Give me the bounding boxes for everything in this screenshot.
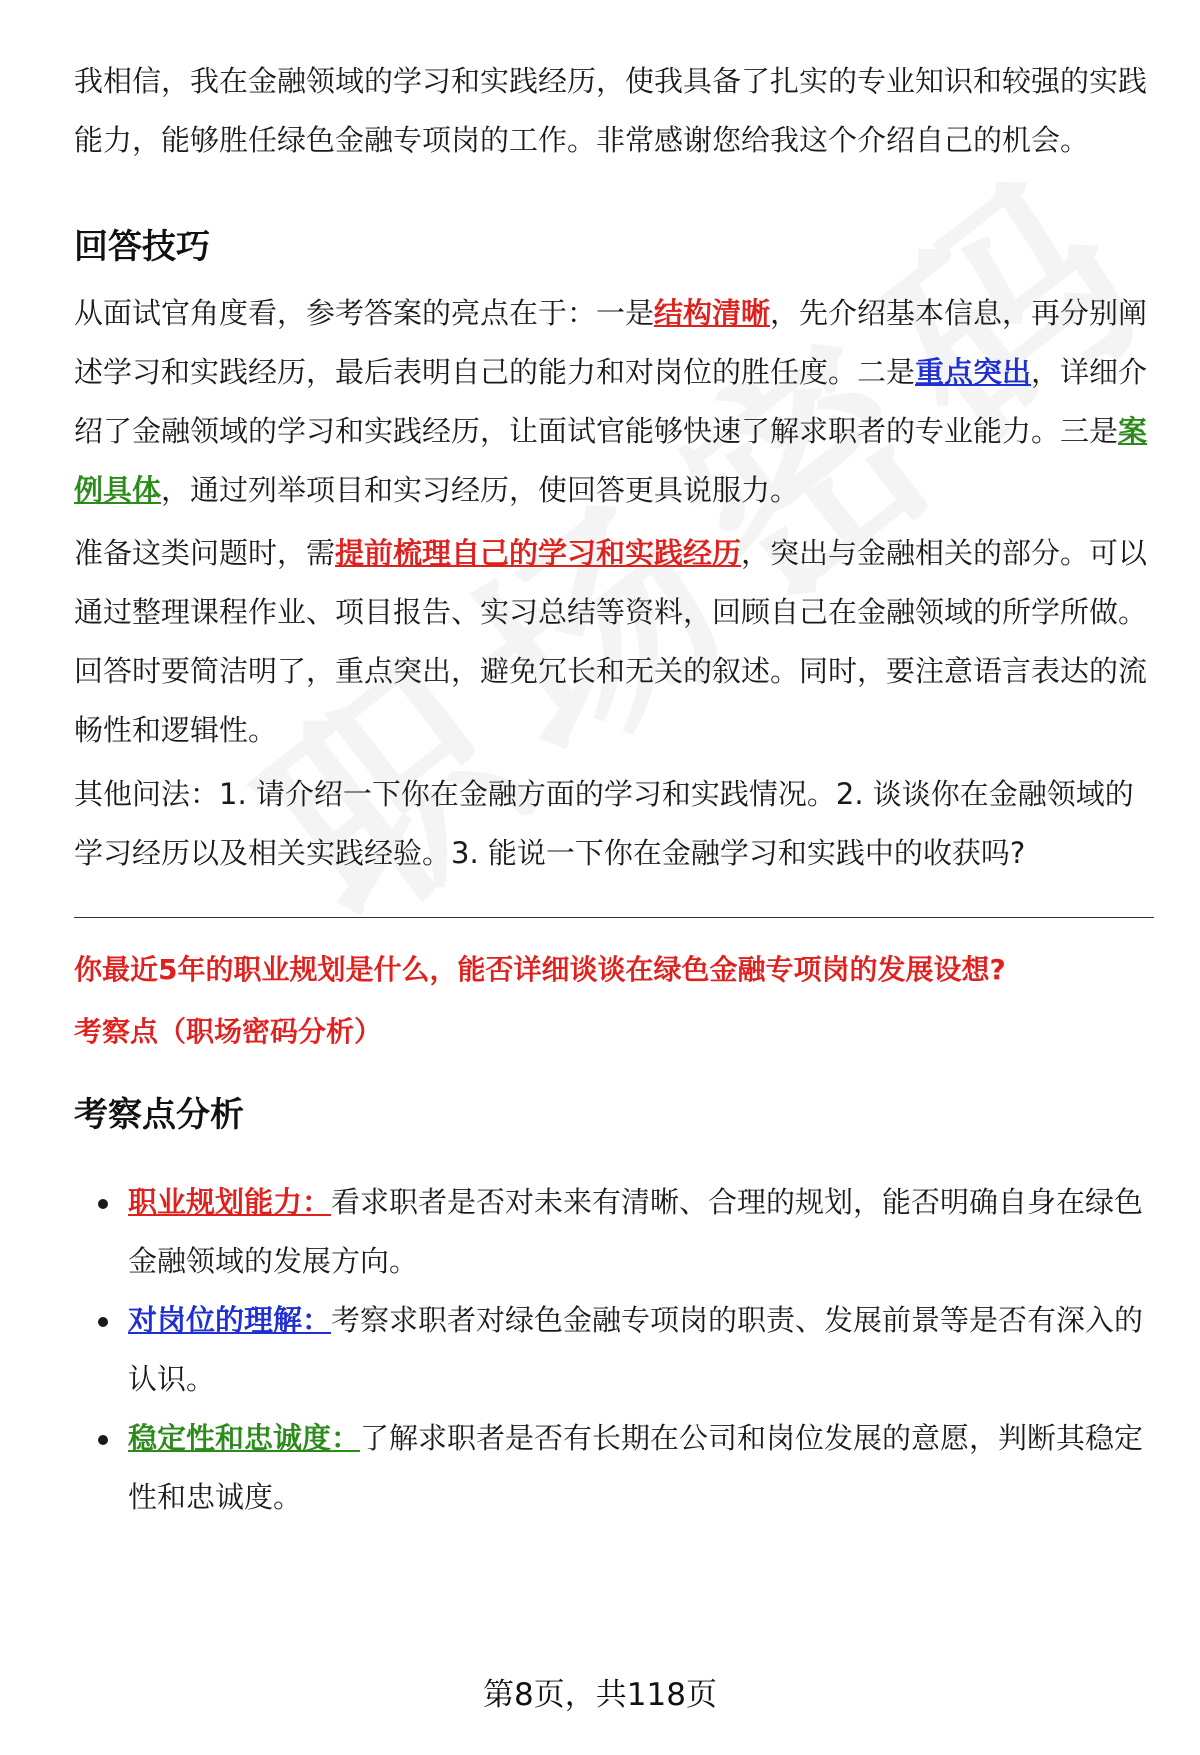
list-item bbox=[74, 1409, 1154, 1527]
tips-paragraph-2 bbox=[74, 524, 1154, 760]
section-divider bbox=[74, 917, 1154, 918]
analysis-item-label: 稳定性和忠诚度： bbox=[128, 1421, 361, 1455]
list-item bbox=[74, 1291, 1154, 1409]
tips-p2-text-a: 准备这类问题时，需 bbox=[74, 536, 336, 570]
tips-p2-text-b: ，突出与金融相关的部分。可以通过整理课程作业、项目报告、实习总结等资料，回顾自己在金融领域的所学所做。回答时要简洁明了，重点突出，避免冗长和无关的叙述。同时，要注意语言表达的流畅性和逻辑性。 bbox=[74, 536, 1148, 747]
intro-paragraph: 我相信，我在金融领域的学习和实践经历，使我具备了扎实的专业知识和较强的实践能力，能够胜任绿色金融专项岗的工作。非常感谢您给我这个介绍自己的机会。 bbox=[74, 64, 1148, 157]
list-item bbox=[74, 1173, 1154, 1291]
tips-paragraph-1 bbox=[74, 284, 1154, 520]
highlight-prepare-experience: 提前梳理自己的学习和实践经历 bbox=[335, 536, 742, 570]
tips-p1-text-a: 从面试官角度看，参考答案的亮点在于：一是 bbox=[74, 296, 655, 330]
analysis-item-label: 职业规划能力： bbox=[128, 1185, 332, 1219]
question-title: 你最近5年的职业规划是什么，能否详细谈谈在绿色金融专项岗的发展设想? bbox=[74, 953, 1006, 986]
analysis-item-text: 考察求职者对绿色金融专项岗的职责、发展前景等是否有深入的认识。 bbox=[128, 1303, 1144, 1396]
tips-p1-text-d: ，通过列举项目和实习经历，使回答更具说服力。 bbox=[161, 473, 800, 507]
analysis-list bbox=[74, 1173, 1154, 1527]
highlight-concrete-cases: 案例具体 bbox=[74, 414, 1148, 507]
analysis-item-text: 了解求职者是否有长期在公司和岗位发展的意愿，判断其稳定性和忠诚度。 bbox=[128, 1421, 1144, 1514]
question-subtitle: 考察点（职场密码分析） bbox=[74, 1015, 383, 1048]
page-number-footer: 第8页，共118页 bbox=[483, 1677, 717, 1713]
tips-paragraph-3: 其他问法：1. 请介绍一下你在金融方面的学习和实践情况。2. 谈谈你在金融领域的学习经历以及相关实践经验。3. 能说一下你在金融学习和实践中的收获吗? bbox=[74, 777, 1134, 870]
tips-p1-text-c: ，详细介绍了金融领域的学习和实践经历，让面试官能够快速了解求职者的专业能力。三是 bbox=[74, 355, 1148, 448]
bullet-dot-icon bbox=[98, 1435, 108, 1445]
analysis-item-text: 看求职者是否对未来有清晰、合理的规划，能否明确自身在绿色金融领域的发展方向。 bbox=[128, 1185, 1144, 1278]
analysis-item-label: 对岗位的理解： bbox=[128, 1303, 332, 1337]
tips-p1-text-b: ，先介绍基本信息，再分别阐述学习和实践经历，最后表明自己的能力和对岗位的胜任度。二是 bbox=[74, 296, 1148, 389]
analysis-heading: 考察点分析 bbox=[74, 1095, 244, 1135]
highlight-key-points: 重点突出 bbox=[915, 355, 1032, 389]
bullet-dot-icon bbox=[98, 1199, 108, 1209]
tips-heading: 回答技巧 bbox=[74, 227, 210, 267]
highlight-structure-clear: 结构清晰 bbox=[654, 296, 771, 330]
bullet-dot-icon bbox=[98, 1317, 108, 1327]
